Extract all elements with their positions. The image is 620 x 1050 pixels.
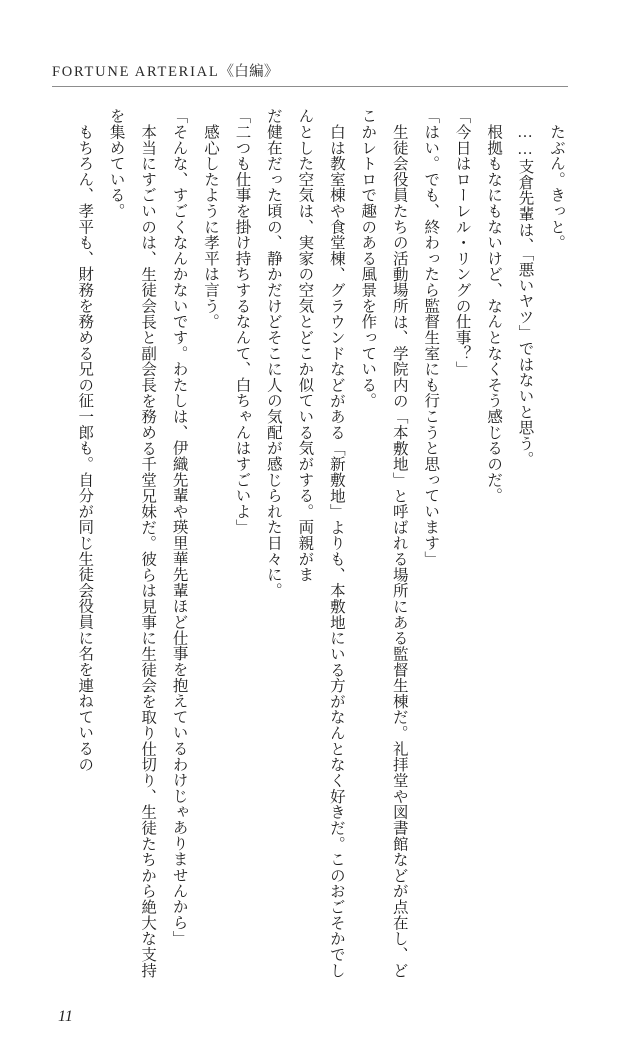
- body-paragraph: たぶん。きっと。: [548, 108, 565, 251]
- body-paragraph: 「そんな、すごくなんかないです。わたしは、伊織先輩や瑛里華先輩ほど仕事を抱えているわけじゃありませんから」: [170, 108, 188, 946]
- page-body-text: [56, 108, 572, 978]
- page-number: 11: [58, 1008, 73, 1025]
- running-header-subtitle: 《白編》: [219, 64, 279, 80]
- header-divider: [52, 86, 568, 87]
- body-paragraph: もちろん、孝平も、財務を務める兄の征一郎も。自分が同じ生徒会役員に名を連ねているの: [76, 108, 94, 773]
- body-paragraph: 「今日はローレル・リングの仕事？」: [453, 108, 471, 377]
- running-header-series: FORTUNE ARTERIAL: [52, 64, 220, 80]
- body-paragraph: だ健在だった頃の、静かだけどそこに人の気配が感じられた日々に。: [264, 108, 282, 599]
- body-paragraph: 生徒会役員たちの活動場所は、学院内の「本敷地」と呼ばれる場所にある監督生棟だ。礼拝堂や図書館などが点在し、どこかレトロで趣のある風景を作っている。: [359, 108, 408, 978]
- body-paragraph: 感心したように孝平は言う。: [202, 108, 220, 330]
- running-header: [52, 60, 279, 81]
- body-paragraph: 「二つも仕事を掛け持ちするなんて、白ちゃんはすごいよ」: [233, 108, 251, 535]
- body-paragraph: 「はい。でも、終わったら監督生室にも行こうと思っています」: [422, 108, 440, 567]
- body-paragraph: 根拠もなにもないけど、なんとなくそう感じるのだ。: [485, 108, 503, 504]
- body-paragraph: 白は教室棟や食堂棟、グラウンドなどがある「新敷地」よりも、本敷地にいる方がなんとなく好きだ。このおごそかでしんとした空気は、実家の空気とどこか似ている気がする。両親がま: [296, 108, 345, 978]
- body-paragraph: 本当にすごいのは、生徒会長と副会長を務める千堂兄妹だ。彼らは見事に生徒会を取り仕切り、生徒たちから絶大な支持を集めている。: [107, 108, 157, 978]
- body-paragraph: ……支倉先輩は、「悪いヤツ」ではないと思う。: [516, 108, 534, 467]
